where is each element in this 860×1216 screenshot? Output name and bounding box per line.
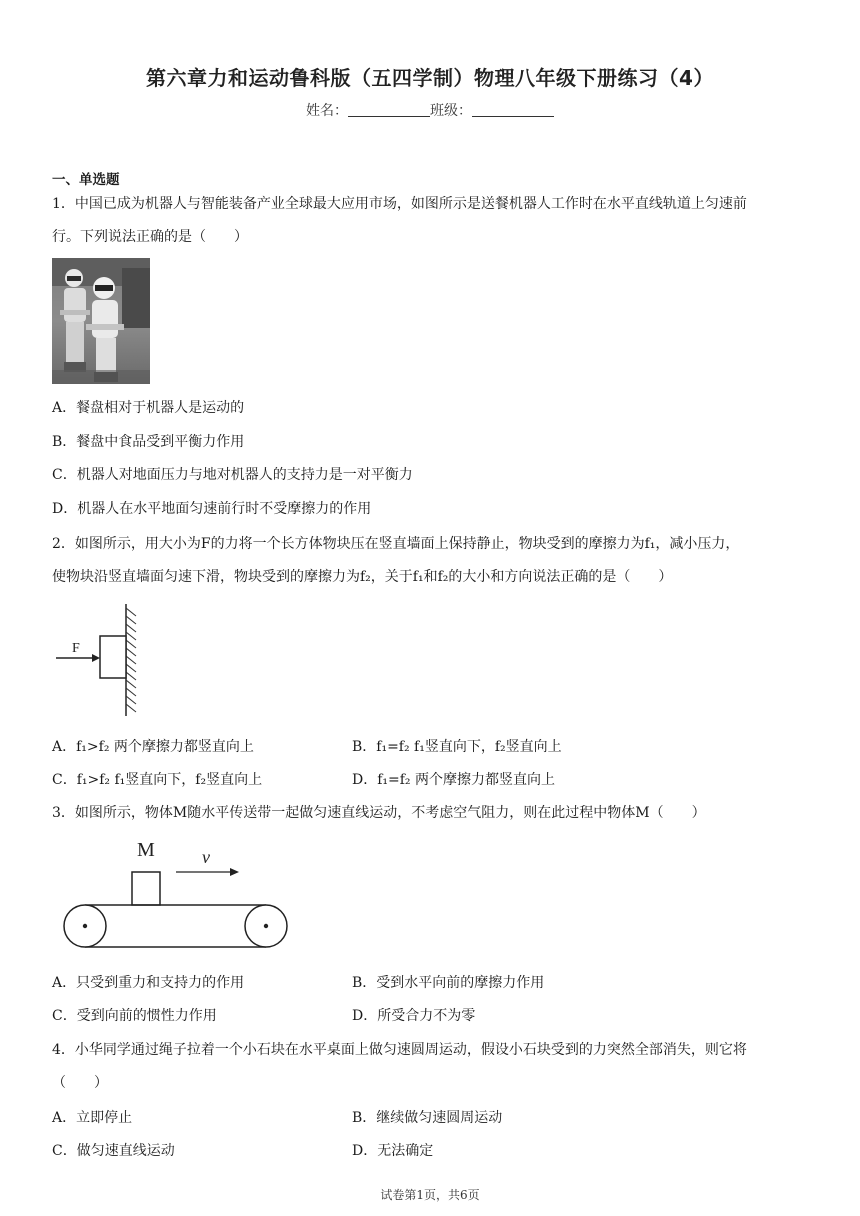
question-4-line-1: 4．小华同学通过绳子拉着一个小石块在水平桌面上做匀速圆周运动，假设小石块受到的力突然全部消失，则它将 [52, 1042, 747, 1058]
q3-option-a[interactable]: A．只受到重力和支持力的作用 [52, 975, 245, 991]
q3-option-d[interactable]: D．所受合力不为零 [352, 1008, 476, 1024]
section-title: 一、单选题 [52, 172, 120, 188]
question-4-line-2: （ ） [52, 1075, 108, 1091]
class-blank[interactable] [472, 102, 554, 117]
q1-option-c[interactable]: C．机器人对地面压力与地对机器人的支持力是一对平衡力 [52, 467, 413, 483]
wall-block-diagram [52, 602, 162, 718]
student-info-line [0, 100, 860, 120]
force-label: F [72, 641, 80, 656]
conveyor-belt-diagram [58, 832, 298, 954]
q3-option-c[interactable]: C．受到向前的惯性力作用 [52, 1008, 217, 1024]
q2-option-b[interactable]: B．f₁=f₂ f₁竖直向下，f₂竖直向上 [352, 739, 562, 755]
question-2-line-2: 使物块沿竖直墙面匀速下滑，物块受到的摩擦力为f₂，关于f₁和f₂的大小和方向说法正确的是（ ） [52, 569, 673, 585]
question-1-text [52, 188, 812, 254]
question-3-text [52, 797, 812, 830]
q4-option-b[interactable]: B．继续做匀速圆周运动 [352, 1110, 503, 1126]
page-footer: 试卷第1页，共6页 [380, 1188, 480, 1202]
q3-option-b[interactable]: B．受到水平向前的摩擦力作用 [352, 975, 545, 991]
question-2-line-1: 2．如图所示，用大小为F的力将一个长方体物块压在竖直墙面上保持静止，物块受到的摩擦力为f₁，减小压力， [52, 536, 740, 552]
question-1-line-1: 1．中国已成为机器人与智能装备产业全球最大应用市场，如图所示是送餐机器人工作时在水平直线轨道上匀速前 [52, 196, 747, 212]
question-4-text [52, 1034, 812, 1100]
mass-label: M [137, 839, 155, 861]
q2-option-d[interactable]: D．f₁=f₂ 两个摩擦力都竖直向上 [352, 772, 555, 788]
velocity-label: v [202, 847, 210, 867]
q1-option-b[interactable]: B．餐盘中食品受到平衡力作用 [52, 434, 245, 450]
question-2-text [52, 528, 812, 594]
q4-option-d[interactable]: D．无法确定 [352, 1143, 434, 1159]
name-blank[interactable] [348, 102, 430, 117]
q2-option-c[interactable]: C．f₁>f₂ f₁竖直向下，f₂竖直向上 [52, 772, 263, 788]
page-title: 第六章力和运动鲁科版（五四学制）物理八年级下册练习（4） [146, 66, 714, 90]
name-label: 姓名： [306, 103, 348, 119]
robot-photo [52, 258, 150, 384]
q4-option-c[interactable]: C．做匀速直线运动 [52, 1143, 175, 1159]
q1-option-a[interactable]: A．餐盘相对于机器人是运动的 [52, 400, 245, 416]
q1-option-d[interactable]: D．机器人在水平地面匀速前行时不受摩擦力的作用 [52, 501, 372, 517]
question-1-line-2: 行。下列说法正确的是（ ） [52, 229, 248, 245]
q2-option-a[interactable]: A．f₁>f₂ 两个摩擦力都竖直向上 [52, 739, 254, 755]
question-3-line-1: 3．如图所示，物体M随水平传送带一起做匀速直线运动，不考虑空气阻力，则在此过程中物体M（ ） [52, 805, 706, 821]
class-label: 班级： [430, 103, 472, 119]
q4-option-a[interactable]: A．立即停止 [52, 1110, 133, 1126]
